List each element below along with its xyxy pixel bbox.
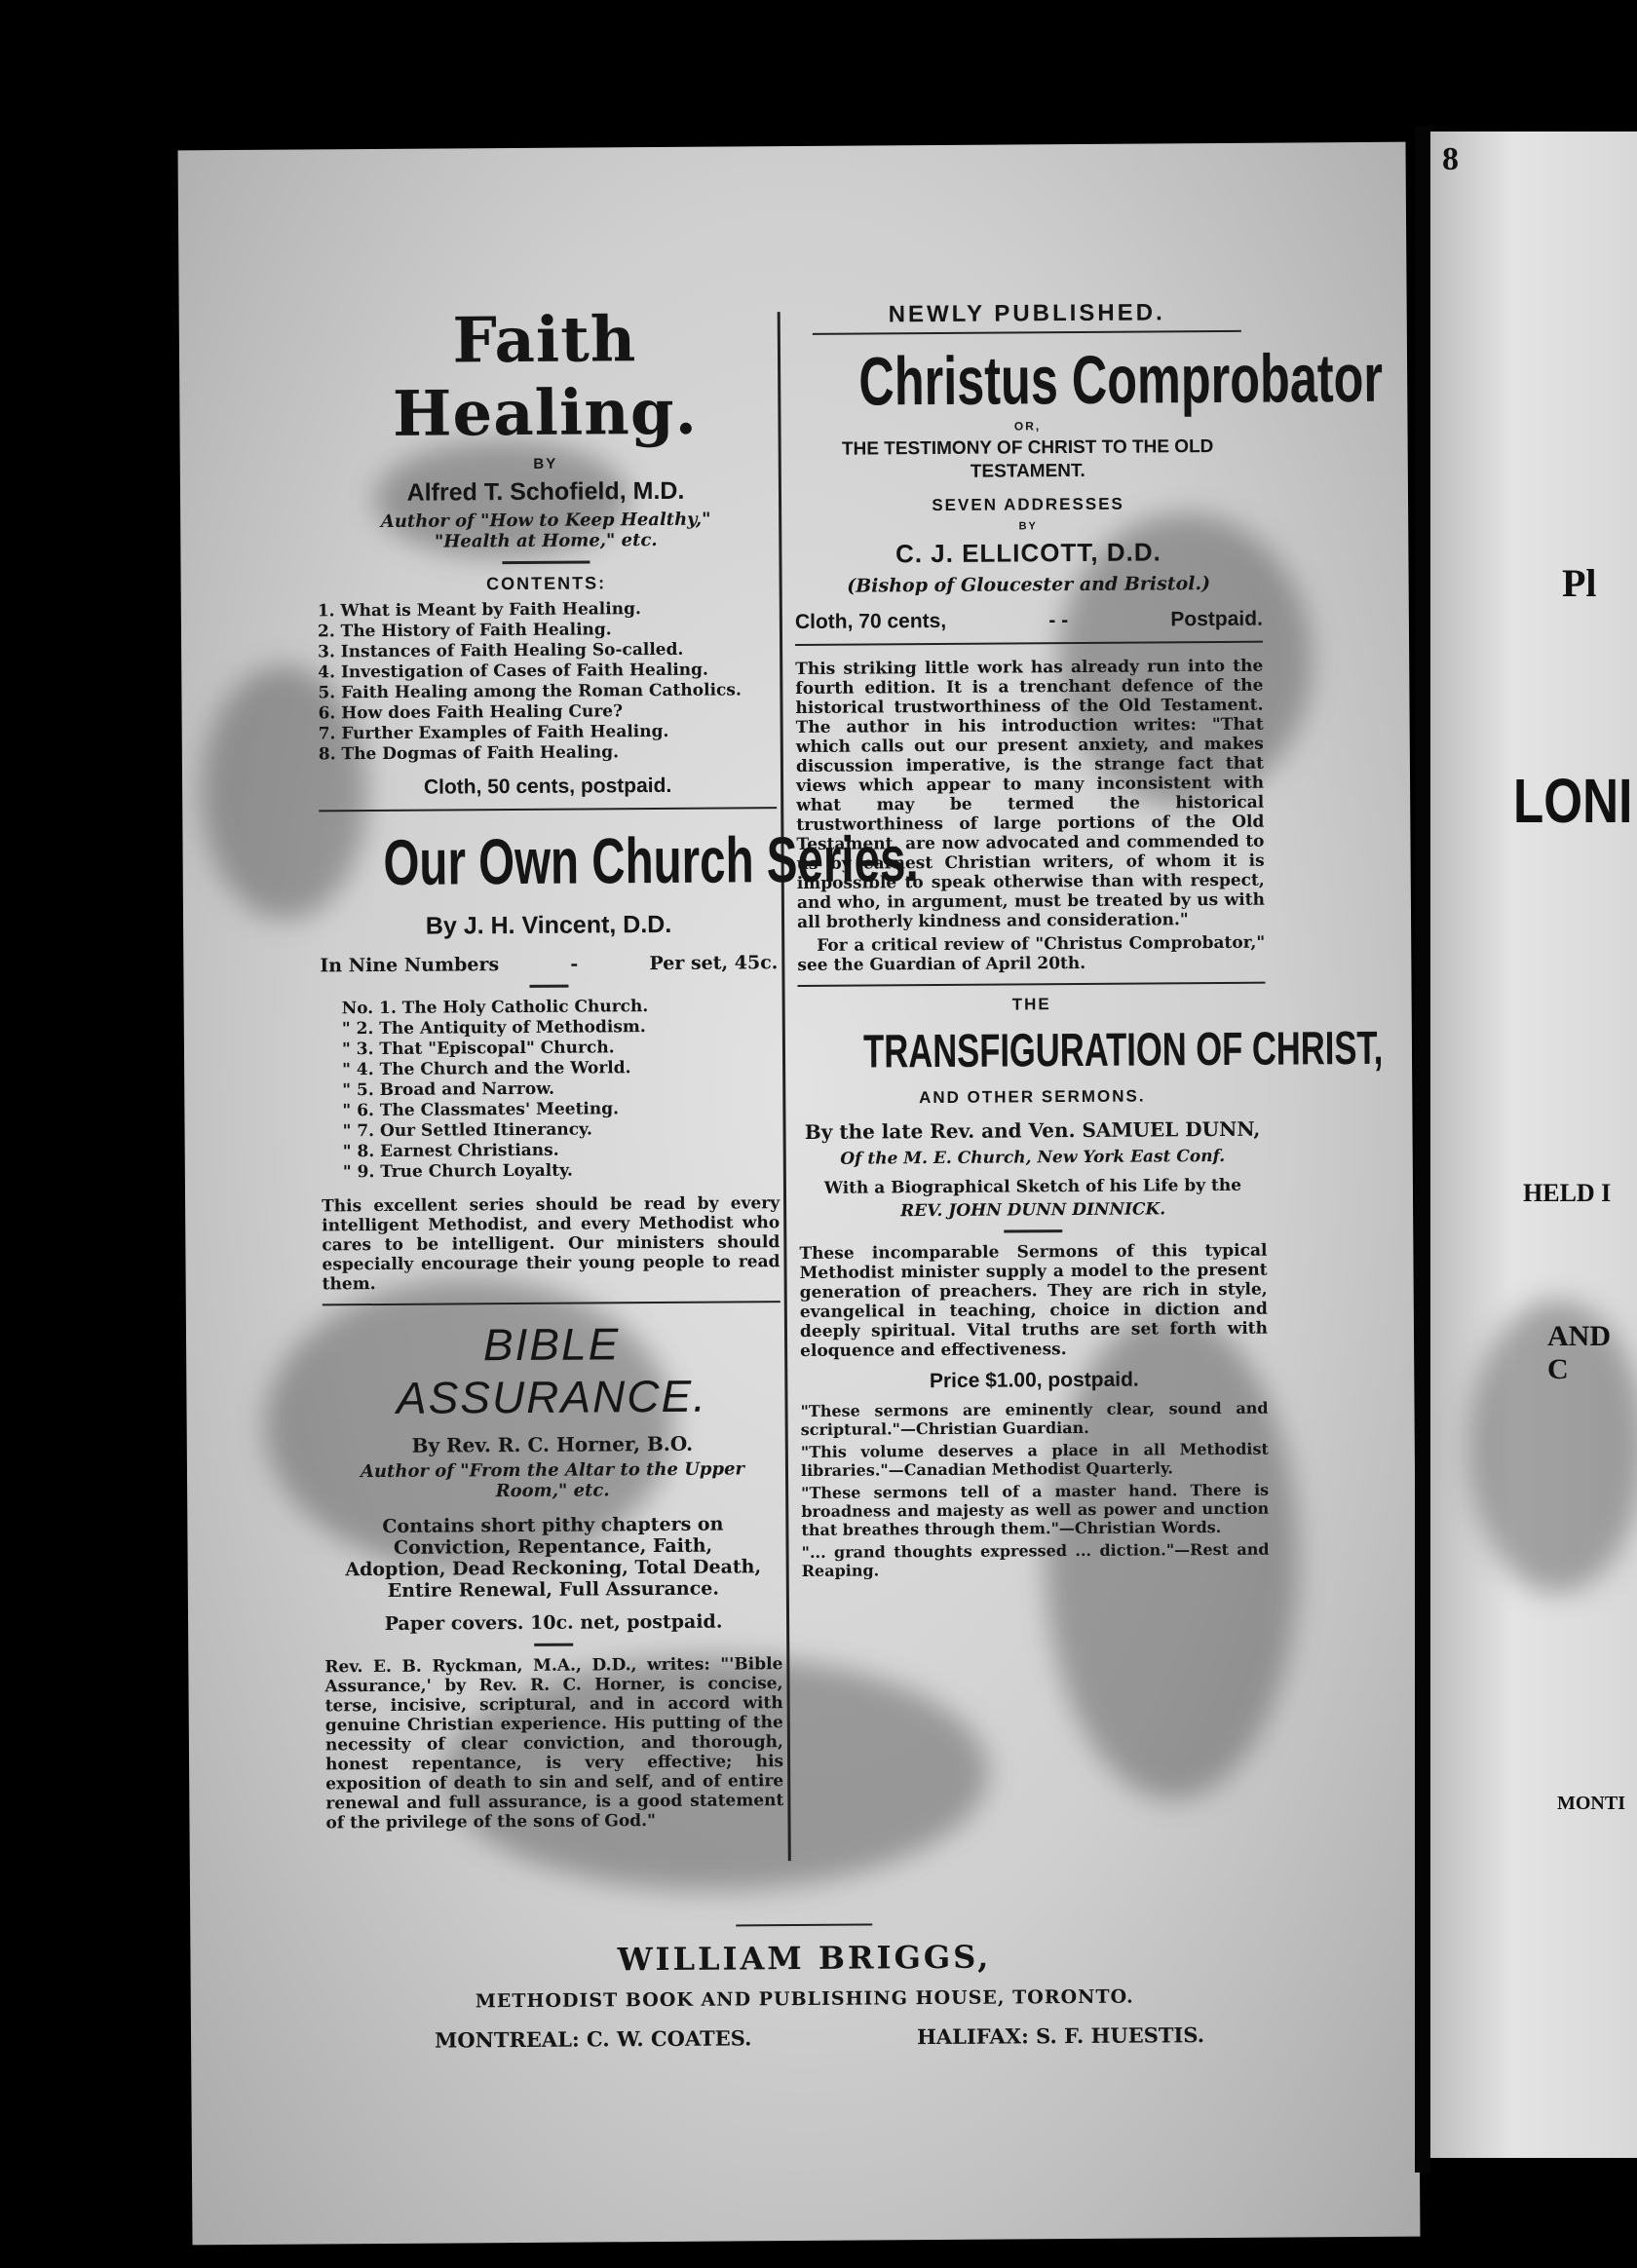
list-item: 4. Investigation of Cases of Faith Healing. bbox=[318, 660, 708, 683]
list-item: " 8. Earnest Christians. bbox=[342, 1140, 559, 1162]
bible-assurance-price: Paper covers. 10c. net, postpaid. bbox=[384, 1610, 723, 1635]
divider bbox=[798, 982, 1266, 987]
divider bbox=[736, 1923, 872, 1926]
list-item: 8. The Dogmas of Faith Healing. bbox=[318, 742, 620, 765]
bible-assurance-author: By Rev. R. C. Horner, B.O. bbox=[411, 1431, 694, 1457]
christus-review-note: For a critical review of "Christus Comprobator," see the Guardian of April 20th. bbox=[797, 932, 1266, 976]
transfiguration-description: These incomparable Sermons of this typical Methodist minister supply a model to the present generation of preachers. They are rich in style, evangelical in teaching, choice in diction and deeply spiritual. Vital truths are set forth with eloquence and effectiveness. bbox=[799, 1240, 1269, 1361]
sketch-line: With a Biographical Sketch of his Life by the bbox=[823, 1175, 1242, 1198]
list-item: " 2. The Antiquity of Methodism. bbox=[341, 1017, 646, 1040]
faith-healing-price: Cloth, 50 cents, postpaid. bbox=[423, 774, 672, 799]
transfiguration-author-note: Of the M. E. Church, New York East Conf. bbox=[840, 1146, 1226, 1169]
per-set-price: Per set, 45c. bbox=[649, 952, 779, 975]
transfiguration-review: "This volume deserves a place in all Methodist libraries."—Canadian Methodist Quarterly. bbox=[800, 1439, 1269, 1480]
list-item: No. 1. The Holy Catholic Church. bbox=[341, 997, 649, 1019]
list-item: " 5. Broad and Narrow. bbox=[342, 1078, 555, 1101]
montreal-office: MONTREAL: C. W. COATES. bbox=[434, 2025, 752, 2053]
transfiguration-price: Price $1.00, postpaid. bbox=[929, 1368, 1139, 1393]
transfiguration-review: "... grand thoughts expressed ... diction."—Rest and Reaping. bbox=[801, 1539, 1270, 1580]
transfiguration-title: TRANSFIGURATION OF CHRIST, bbox=[863, 1022, 1384, 1078]
page-spine bbox=[1415, 127, 1430, 2173]
list-item: " 3. That "Episcopal" Church. bbox=[341, 1038, 615, 1060]
divider bbox=[502, 560, 590, 564]
list-item: 1. What is Meant by Faith Healing. bbox=[317, 599, 641, 622]
bible-assurance-title: BIBLE ASSURANCE. bbox=[396, 1318, 708, 1423]
bible-assurance-summary: Contains short pithy chapters on Conviction, Repentance, Faith, Adoption, Dead Reckoning, Total Death, Entire Renewal, Full Assurance. bbox=[345, 1513, 762, 1602]
church-series-pricing bbox=[320, 952, 778, 976]
contents-heading: CONTENTS: bbox=[486, 573, 607, 594]
publisher-footer bbox=[336, 1921, 1273, 2054]
halifax-office: HALIFAX: S. F. HUESTIS. bbox=[916, 2022, 1205, 2050]
left-page bbox=[178, 142, 1421, 2246]
list-item: " 4. The Church and the World. bbox=[342, 1058, 631, 1080]
numbers-label: In Nine Numbers bbox=[320, 954, 500, 977]
christus-subtitle: THE TESTIMONY OF CHRIST TO THE OLD TESTAMENT. bbox=[841, 436, 1214, 482]
right-column bbox=[793, 299, 1384, 1580]
divider bbox=[319, 807, 777, 812]
list-item: 7. Further Examples of Faith Healing. bbox=[318, 721, 669, 744]
right-page-fragment: MONTI bbox=[1557, 1793, 1625, 1814]
publishing-house: METHODIST BOOK AND PUBLISHING HOUSE, TORONTO. bbox=[475, 1985, 1134, 2013]
branch-offices bbox=[337, 2022, 1273, 2054]
right-page-fragment: LONI bbox=[1513, 766, 1633, 836]
transfiguration-author: By the late Rev. and Ven. SAMUEL DUNN, bbox=[804, 1116, 1261, 1144]
sketch-author: REV. JOHN DUNN DINNICK. bbox=[900, 1199, 1166, 1222]
dashes: - - bbox=[1048, 609, 1069, 632]
right-page-fragment: Pl bbox=[1562, 561, 1597, 605]
divider bbox=[323, 1301, 780, 1305]
church-series-list bbox=[342, 996, 780, 1183]
christus-title: Christus Comprobator bbox=[858, 339, 1384, 420]
church-series-title: Our Own Church Series. bbox=[383, 822, 919, 898]
separator: - bbox=[570, 953, 579, 975]
list-item: " 6. The Classmates' Meeting. bbox=[342, 1099, 620, 1121]
list-item: 6. How does Faith Healing Cure? bbox=[318, 701, 624, 724]
seven-addresses: SEVEN ADDRESSES bbox=[932, 494, 1124, 515]
faith-healing-author: Alfred T. Schofield, M.D. bbox=[406, 476, 685, 507]
page-mark: 8 bbox=[1442, 141, 1459, 177]
church-series-author: By J. H. Vincent, D.D. bbox=[425, 910, 672, 940]
right-page-fragment: AND C bbox=[1547, 1320, 1611, 1385]
christus-description: This striking little work has already run into the fourth edition. It is a trenchant defence of the historical trustworthiness of the Old Testament. The author in his introduction writes: "That which calls out our present anxiety, and makes discussion imperative, is the strange fact that views which appear to many inconsistent with what may be termed the historical trustworthiness of large portions of the Old Testament, are now advocated and commended to us by earnest Christian writers, of whom it is impossible to speak otherwise than with respect, and who, in argument, must be treated by us with all brotherly kindness and consideration." bbox=[795, 656, 1265, 933]
christus-author: C. J. ELLICOTT, D.D. bbox=[895, 537, 1161, 569]
divider bbox=[1004, 1229, 1062, 1232]
by-label: BY bbox=[533, 455, 558, 472]
list-item: " 7. Our Settled Itinerancy. bbox=[342, 1119, 592, 1142]
bible-assurance-review: Rev. E. B. Ryckman, M.A., D.D., writes: "'Bible Assurance,' by Rev. R. C. Horner, is concise, terse, incisive, scriptural, and in accord with genuine Christian experience. His putting of the necessity of clear conviction, and thorough, honest repentance, is very effective; his exposition of death to sin and self, and of entire renewal and full assurance, is a good statement of the privilege of the sons of God." bbox=[324, 1654, 784, 1833]
christus-author-note: (Bishop of Gloucester and Bristol.) bbox=[847, 573, 1211, 597]
faith-healing-author-note: Author of "How to Keep Healthy," "Health at Home," etc. bbox=[380, 509, 711, 552]
divider bbox=[795, 641, 1263, 646]
the-label: THE bbox=[1011, 995, 1051, 1014]
list-item: 2. The History of Faith Healing. bbox=[317, 620, 612, 642]
faith-healing-title: Faith Healing. bbox=[392, 303, 699, 451]
postpaid-label: Postpaid. bbox=[1170, 607, 1263, 631]
divider bbox=[534, 1644, 573, 1646]
by-label: BY bbox=[1018, 520, 1038, 533]
right-page-fragment: HELD I bbox=[1523, 1179, 1612, 1207]
bible-assurance-author-note: Author of "From the Altar to the Upper Room," etc. bbox=[360, 1458, 745, 1502]
right-page bbox=[1430, 132, 1637, 2158]
price-label: Cloth, 70 cents, bbox=[794, 609, 947, 634]
transfiguration-review: "These sermons are eminently clear, sound and scriptural."—Christian Guardian. bbox=[800, 1398, 1269, 1439]
newly-published-banner: NEWLY PUBLISHED. bbox=[813, 299, 1241, 335]
transfiguration-review: "These sermons tell of a master hand. There is broadness and majesty as well as power and unction that breathes through them."—Christian Words. bbox=[801, 1480, 1270, 1539]
list-item: " 9. True Church Loyalty. bbox=[342, 1160, 573, 1183]
or-label: OR, bbox=[1013, 419, 1042, 434]
christus-pricing bbox=[795, 608, 1263, 634]
list-item: 5. Faith Healing among the Roman Catholics. bbox=[318, 680, 742, 703]
list-item: 3. Instances of Faith Healing So-called. bbox=[318, 639, 684, 662]
contents-list bbox=[318, 598, 777, 765]
church-series-description: This excellent series should be read by every intelligent Methodist, and every Methodist who cares to be intelligent. Our ministers should especially encourage their young people to read them. bbox=[322, 1193, 780, 1295]
divider bbox=[529, 985, 568, 988]
publisher-name: WILLIAM BRIGGS, bbox=[617, 1938, 992, 1979]
transfiguration-subtitle: AND OTHER SERMONS. bbox=[919, 1086, 1146, 1108]
